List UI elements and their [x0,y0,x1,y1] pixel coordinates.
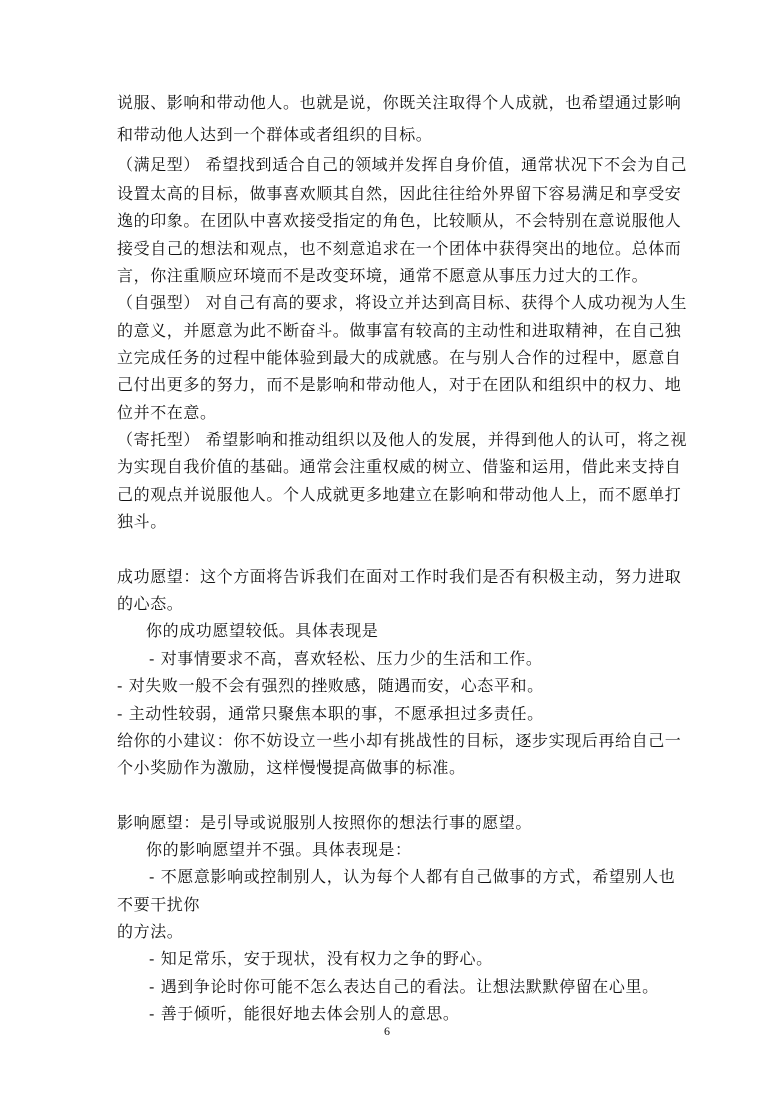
text-line: （自强型） 对自己有高的要求，将设立并达到高目标、获得个人成功视为人生 [117,293,688,312]
text-line: 独斗。 [117,512,167,531]
list-item: - 善于倾听，能很好地去体会别人的意思。 [149,1004,460,1023]
text-line: 逸的印象。在团队中喜欢接受指定的角色，比较顺从，不会特别在意说服他人 [117,211,682,230]
section-heading-influence: 影响愿望：是引导或说服别人按照你的想法行事的愿望。 [117,813,533,832]
text-line: 己付出更多的努力，而不是影响和带动他人，对于在团队和组织中的权力、地 [117,375,682,394]
text-line: 的心态。 [117,594,184,613]
text-line: 己的观点并说服他人。个人成就更多地建立在影响和带动他人上，而不愿单打 [117,485,682,504]
list-item: - 主动性较弱，通常只聚焦本职的事，不愿承担过多责任。 [117,704,544,723]
text-line: 言，你注重顺应环境而不是改变环境，通常不愿意从事压力过大的工作。 [117,266,649,285]
text-line: 你的影响愿望并不强。具体表现是： [146,840,412,859]
list-item: - 知足常乐，安于现状，没有权力之争的野心。 [149,949,493,968]
text-line: 立完成任务的过程中能体验到最大的成就感。在与别人合作的过程中，愿意自 [117,348,682,367]
text-line: 个小奖励作为激励，这样慢慢提高做事的标准。 [117,758,466,777]
text-line: 的方法。 [117,922,184,941]
text-line: 不要干扰你 [117,895,201,914]
text-line: 接受自己的想法和观点，也不刻意追求在一个团体中获得突出的地位。总体而 [117,239,682,258]
list-item: - 对失败一般不会有强烈的挫败感，随遇而安，心态平和。 [117,676,544,695]
text-line: 位并不在意。 [117,403,217,422]
text-line: 你的成功愿望较低。具体表现是 [146,621,379,640]
list-item: - 对事情要求不高，喜欢轻松、压力少的生活和工作。 [149,649,543,668]
page-number: 6 [384,1024,390,1038]
section-heading-success: 成功愿望：这个方面将告诉我们在面对工作时我们是否有积极主动，努力进取 [117,567,682,586]
text-line: 说服、影响和带动他人。也就是说，你既关注取得个人成就，也希望通过影响 [117,93,682,112]
text-line: 给你的小建议：你不妨设立一些小却有挑战性的目标，逐步实现后再给自己一 [117,731,682,750]
text-line: 的意义，并愿意为此不断奋斗。做事富有较高的主动性和进取精神，在自己独 [117,321,682,340]
list-item: - 不愿意影响或控制别人，认为每个人都有自己做事的方式，希望别人也 [149,867,676,886]
list-item: - 遇到争论时你可能不怎么表达自己的看法。让想法默默停留在心里。 [149,977,659,996]
text-line: （寄托型） 希望影响和推动组织以及他人的发展，并得到他人的认可，将之视 [117,430,688,449]
text-line: 设置太高的目标，做事喜欢顺其自然，因此往往给外界留下容易满足和享受安 [117,184,682,203]
text-line: 为实现自我价值的基础。通常会注重权威的树立、借鉴和运用，借此来支持自 [117,457,682,476]
text-line: 和带动他人达到一个群体或者组织的目标。 [117,125,433,144]
text-line: （满足型） 希望找到适合自己的领域并发挥自身价值，通常状况下不会为自己 [117,155,688,174]
